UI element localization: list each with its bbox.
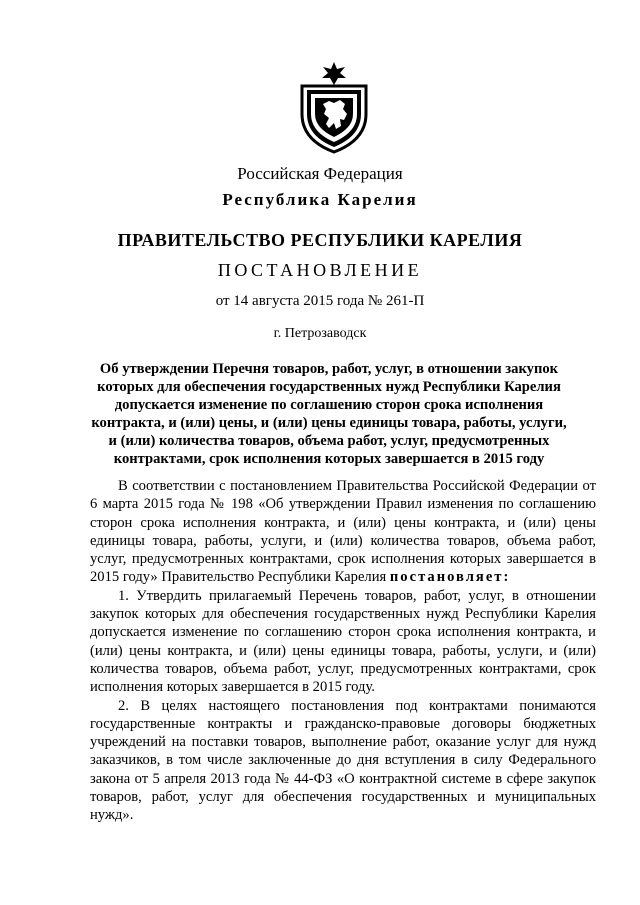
preamble-paragraph xyxy=(90,477,596,587)
document-type: ПОСТАНОВЛЕНИЕ xyxy=(217,260,423,280)
authority-name: ПРАВИТЕЛЬСТВО РЕСПУБЛИКИ КАРЕЛИЯ xyxy=(117,230,523,250)
document-title: Об утверждении Перечня товаров, работ, услуг, в отношении закупок которых для обеспечения государственных нужд Республики Карелия допускается изменение по соглашению сторон срока исполнения контракта, и (или) цены, и (или) цены единицы товара, работы, услуги, и (или) количества товаров, объема работ, услуг, предусмотренных контрактами, срок исполнения которых завершается в 2015 году xyxy=(91,361,567,467)
document-body xyxy=(90,477,596,825)
item-2-paragraph: 2. В целях настоящего постановления под контрактами понимаются государственные контракты и гражданско-правовые договоры бюджетных учреждений на поставки товаров, выполнение работ, оказание услуг для нужд заказчиков, в том числе заключенные до дня вступления в силу Федерального закона от 5 апреля 2013 года № 44-ФЗ «О контрактной системе в сфере закупок товаров, работ, услуг для обеспечения государственных и муниципальных нужд». xyxy=(90,697,596,824)
city-name: г. Петрозаводск xyxy=(273,326,367,341)
karelia-coat-of-arms-icon xyxy=(296,62,372,154)
item-1-paragraph: 1. Утвердить прилагаемый Перечень товаров, работ, услуг, в отношении закупок которых для обеспечения государственных нужд Республики Карелия допускается изменение по соглашению сторон срока исполнения контракта, и (или) цены контракта, и (или) цены единицы товара, работы, услуги, и (или) количества товаров, объема работ, услуг, предусмотренных контрактами, срок исполнения которых завершается в 2015 году. xyxy=(90,587,596,696)
republic-name: Республика Карелия xyxy=(222,190,418,209)
date-line: от 14 августа 2015 года № 261-П xyxy=(215,293,425,309)
resolves-word: постановляет: xyxy=(389,569,511,586)
country-name: Российская Федерация xyxy=(237,164,403,183)
preamble-text: В соответствии с постановлением Правительства Российской Федерации от 6 марта 2015 года № 198 «Об утверждении Правил изменения по соглашению сторон срока исполнения контракта, и (или) цены контракта, и (или) цены единицы товара, работы, услуги, и (или) количества товаров, объема работ, услуг, предусмотренных контрактами, срок исполнения которых завершается в 2015 году» Правительство Республики Карелия xyxy=(90,478,596,586)
